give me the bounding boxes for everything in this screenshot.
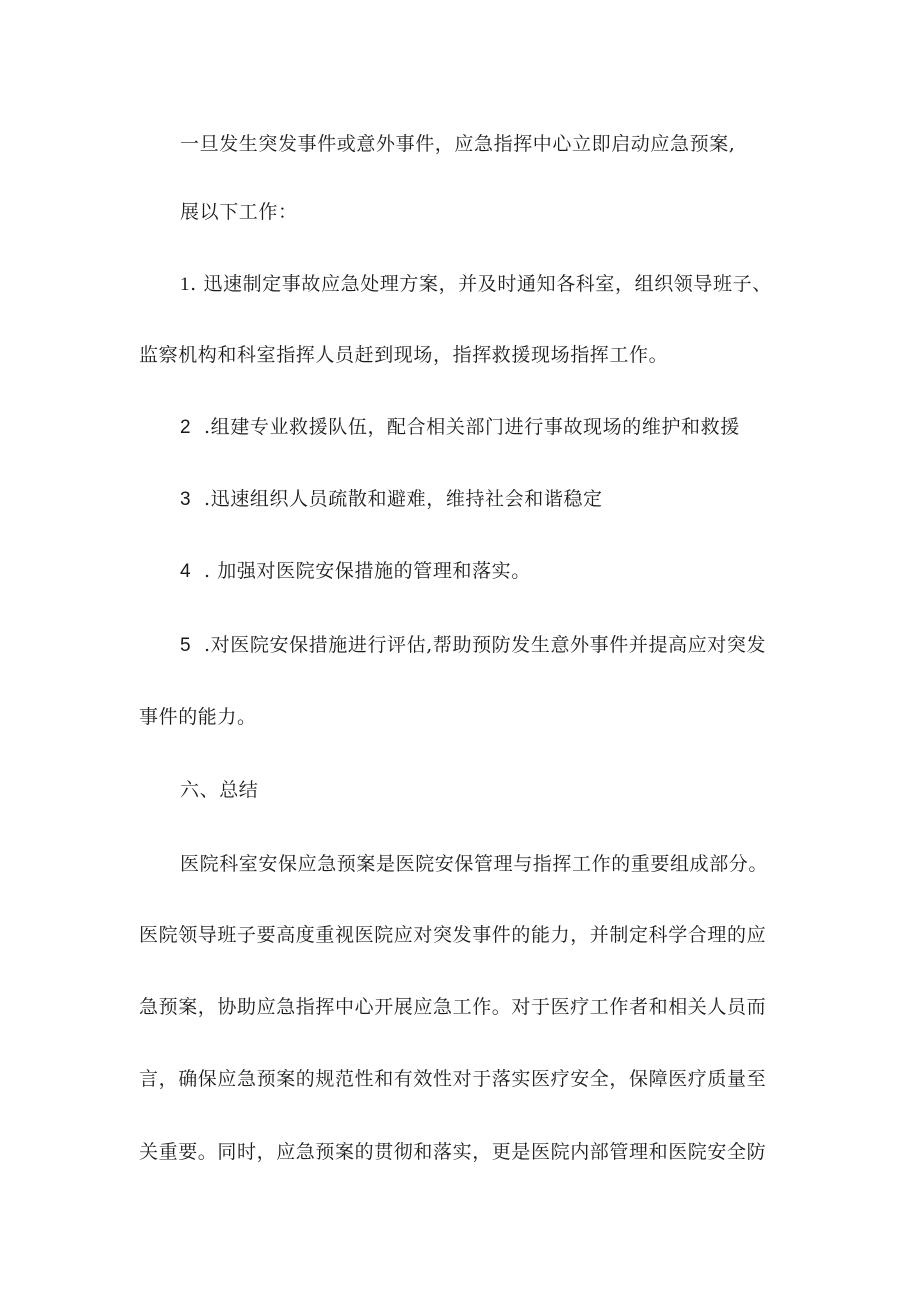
list-item-3-text: .迅速组织人员疏散和避难，维持社会和谐稳定 [204,488,603,510]
list-item-5 [180,632,766,659]
intro-line-1: 一旦发生突发事件或意外事件，应急指挥中心立即启动应急预案, [180,133,736,155]
list-item-1-number: 1 [180,274,191,295]
summary-line-1: 医院科室安保应急预案是医院安保管理与指挥工作的重要组成部分。 [180,853,769,875]
list-item-3 [180,486,603,513]
list-item-5-number: 5 [180,635,192,656]
list-item-1 [180,271,772,298]
section-heading: 六、总结 [180,779,259,801]
list-item-4-number: 4 [180,561,192,582]
summary-line-5: 关重要。同时，应急预案的贯彻和落实，更是医院内部管理和医院安全防 [139,1141,767,1163]
list-item-5-text: .对医院安保措施进行评估,帮助预防发生意外事件并提高应对突发 [204,634,767,656]
list-item-4 [180,558,531,585]
list-item-1-continuation: 监察机构和科室指挥人员赶到现场，指挥救援现场指挥工作。 [139,344,669,366]
list-item-4-text: . 加强对医院安保措施的管理和落实。 [204,560,531,582]
list-item-2 [180,414,740,441]
summary-line-2: 医院领导班子要高度重视医院应对突发事件的能力，并制定科学合理的应 [139,924,767,946]
list-item-5-continuation: 事件的能力。 [139,706,257,728]
list-item-1-text: . 迅速制定事故应急处理方案，并及时通知各科室，组织领导班子、 [190,273,772,295]
list-item-2-text: .组建专业救援队伍，配合相关部门进行事故现场的维护和救援 [204,416,740,438]
list-item-3-number: 3 [180,489,192,510]
list-item-2-number: 2 [180,417,192,438]
summary-line-3: 急预案，协助应急指挥中心开展应急工作。对于医疗工作者和相关人员而 [139,996,767,1018]
summary-line-4: 言，确保应急预案的规范性和有效性对于落实医疗安全，保障医疗质量至 [139,1068,767,1090]
intro-line-2: 展以下工作： [180,201,298,223]
